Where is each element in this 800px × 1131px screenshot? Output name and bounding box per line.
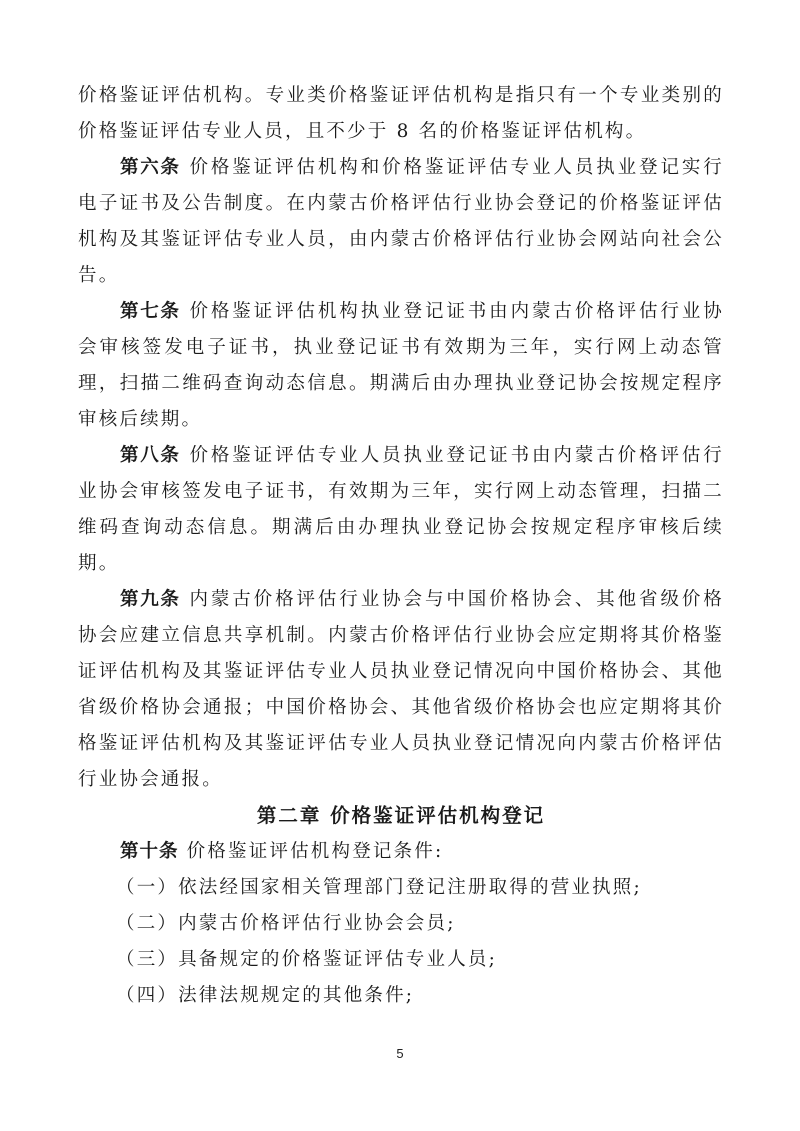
document-body bbox=[78, 78, 724, 1014]
article-10-text: 价格鉴证评估机构登记条件: bbox=[186, 841, 444, 862]
article-8-label: 第八条 bbox=[120, 445, 181, 466]
article-6 bbox=[78, 150, 724, 294]
article-8 bbox=[78, 438, 724, 582]
article-7 bbox=[78, 294, 724, 438]
page-number: 5 bbox=[396, 1046, 404, 1061]
article-9 bbox=[78, 582, 724, 798]
article-10-label: 第十条 bbox=[120, 841, 179, 862]
article-10 bbox=[78, 834, 724, 870]
article-8-text: 价格鉴证评估专业人员执业登记证书由内蒙古价格评估行业协会审核签发电子证书，有效期为三年，实行网上动态管理，扫描二维码查询动态信息。期满后由办理执业登记协会按规定程序审核后续期。 bbox=[78, 445, 724, 574]
paragraph-continuation: 价格鉴证评估机构。专业类价格鉴证评估机构是指只有一个专业类别的价格鉴证评估专业人员，且不少于 8 名的价格鉴证评估机构。 bbox=[78, 85, 724, 142]
article-7-text: 价格鉴证评估机构执业登记证书由内蒙古价格评估行业协会审核签发电子证书，执业登记证书有效期为三年，实行网上动态管理，扫描二维码查询动态信息。期满后由办理执业登记协会按规定程序审核后续期。 bbox=[78, 301, 724, 430]
list-item: （二）内蒙古价格评估行业协会会员; bbox=[116, 913, 456, 934]
article-9-label: 第九条 bbox=[120, 589, 181, 610]
article-6-text: 价格鉴证评估机构和价格鉴证评估专业人员执业登记实行电子证书及公告制度。在内蒙古价格评估行业协会登记的价格鉴证评估机构及其鉴证评估专业人员，由内蒙古价格评估行业协会网站向社会公告。 bbox=[78, 157, 724, 286]
article-9-text: 内蒙古价格评估行业协会与中国价格协会、其他省级价格协会应建立信息共享机制。内蒙古价格评估行业协会应定期将其价格鉴证评估机构及其鉴证评估专业人员执业登记情况向中国价格协会、其他省级价格协会通报；中国价格协会、其他省级价格协会也应定期将其价格鉴证评估机构及其鉴证评估专业人员执业登记情况向内蒙古价格评估行业协会通报。 bbox=[78, 589, 724, 790]
list-item: （三）具备规定的价格鉴证评估专业人员; bbox=[116, 949, 498, 970]
article-6-label: 第六条 bbox=[120, 157, 181, 178]
chapter-title: 第二章 价格鉴证评估机构登记 bbox=[256, 804, 546, 827]
list-item: （四）法律法规规定的其他条件; bbox=[116, 985, 415, 1006]
article-7-label: 第七条 bbox=[120, 301, 181, 322]
list-item: （一）依法经国家相关管理部门登记注册取得的营业执照; bbox=[116, 877, 642, 898]
